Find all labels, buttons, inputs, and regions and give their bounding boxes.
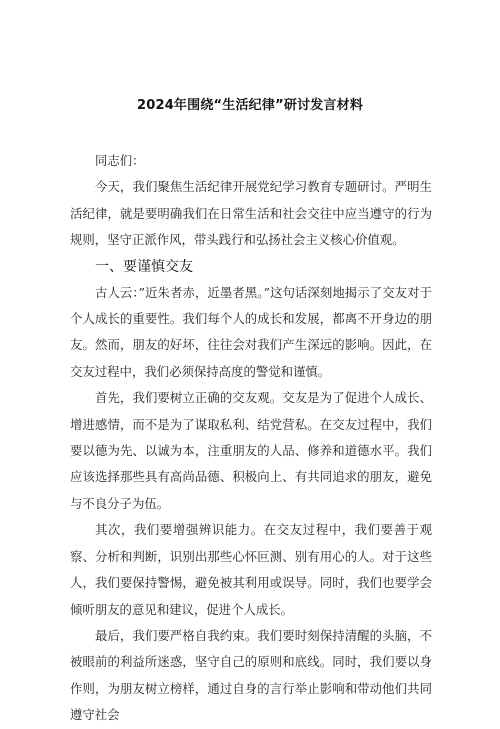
paragraph-1: 古人云：”近朱者赤，近墨者黑。”这句话深刻地揭示了交友对于个人成长的重要性。我们每个人的成长和发展，都离不开身边的朋友。然而，朋友的好坏，往往会对我们产生深远的影响。因此，在交友过程中，我们必须保持高度的警觉和谨慎。 — [70, 284, 432, 379]
intro-paragraph: 今天，我们聚焦生活纪律开展党纪学习教育专题研讨。严明生活纪律，就是要明确我们在日常生活和社会交往中应当遵守的行为规则，坚守正派作风，带头践行和弘扬社会主义核心价值观。 — [70, 179, 432, 248]
document-title: 2024年围绕“生活纪律”研讨发言材料 — [136, 98, 364, 113]
paragraph-2: 首先，我们要树立正确的交友观。交友是为了促进个人成长、增进感情，而不是为了谋取私利、结党营私。在交友过程中，我们要以德为先、以诚为本，注重朋友的人品、修养和道德水平。我们应该选择那些具有高尚品德、积极向上、有共同追求的朋友，避免与不良分子为伍。 — [70, 390, 432, 511]
paragraph-4: 最后，我们要严格自我约束。我们要时刻保持清醒的头脑，不被眼前的利益所迷惑，坚守自己的原则和底线。同时，我们要以身作则，为朋友树立榜样，通过自身的言行举止影响和带动他们共同遵守社会 — [70, 627, 432, 723]
paragraph-3: 其次，我们要增强辨识能力。在交友过程中，我们要善于观察、分析和判断，识别出那些心怀叵测、别有用心的人。对于这些人，我们要保持警惕，避免被其利用或误导。同时，我们也要学会倾听朋友的意见和建议，促进个人成长。 — [70, 522, 432, 617]
salutation: 同志们： — [95, 153, 145, 168]
section-heading: 一、要谨慎交友 — [95, 258, 193, 275]
document-body — [70, 148, 432, 729]
